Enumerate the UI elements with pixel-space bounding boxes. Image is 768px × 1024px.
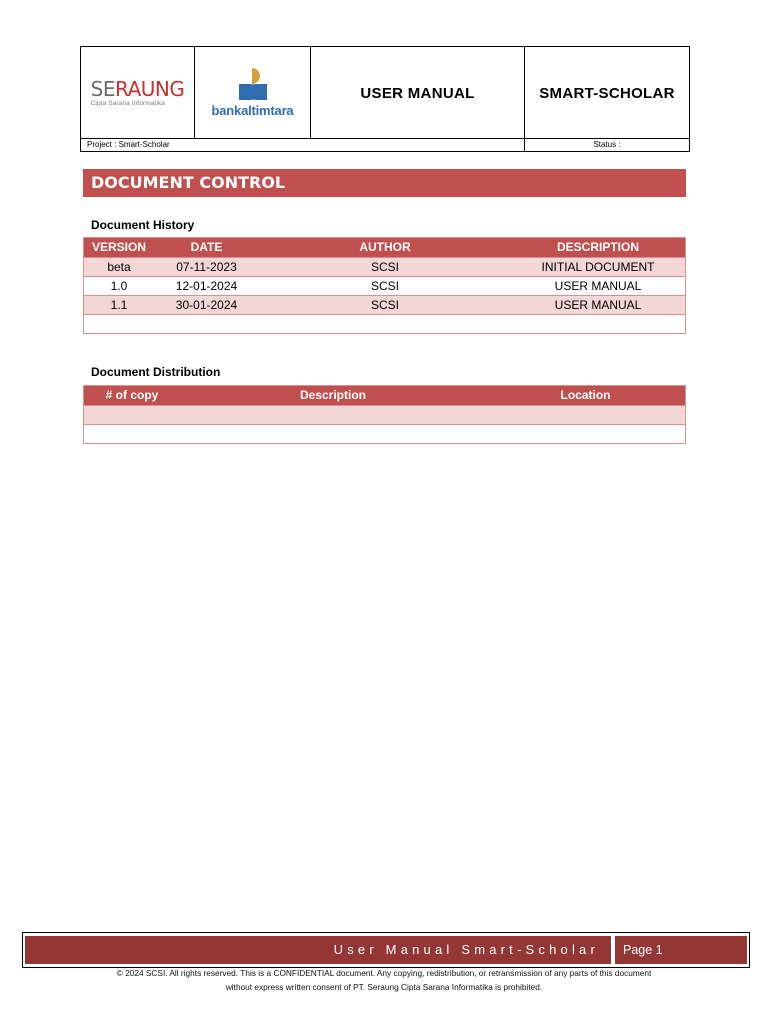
cell-location [486, 425, 685, 443]
project-title: SMART-SCHOLAR [539, 84, 675, 102]
cell-date: 12-01-2024 [175, 279, 238, 293]
cell-version: beta [107, 260, 131, 274]
cell-description [180, 406, 486, 424]
footer-title-bar: User Manual Smart-Scholar [25, 936, 611, 964]
bankaltimtara-logo-mark-icon [236, 68, 270, 100]
table-row-empty [84, 424, 685, 443]
doc-title: USER MANUAL [311, 47, 525, 139]
cell-author: SCSI [370, 260, 399, 274]
bank-logo-name: bankaltimtara [211, 103, 294, 118]
cell-description [511, 315, 685, 333]
bankaltimtara-logo [212, 68, 294, 118]
column-header-location: Location [560, 388, 611, 402]
cell-description [180, 425, 486, 443]
table-header-row [84, 238, 685, 257]
cell-author [259, 315, 511, 333]
cell-copy [84, 425, 180, 443]
column-header-copy: # of copy [105, 388, 159, 402]
page-footer [22, 932, 750, 968]
copyright-notice [0, 966, 768, 994]
cell-description: INITIAL DOCUMENT [541, 260, 655, 274]
column-header-description: DESCRIPTION [556, 240, 639, 254]
table-row-empty [84, 314, 685, 333]
distribution-heading: Document Distribution [91, 365, 221, 379]
project-label: Project : Smart-Scholar [81, 139, 525, 151]
seraung-logo-subtitle: Cipta Sarana Informatika [90, 100, 165, 107]
seraung-logo-cell [81, 47, 195, 139]
copyright-line-1: © 2024 SCSI. All rights reserved. This is a CONFIDENTIAL document. Any copying, redistribution, or retransmission of any parts of this document [116, 968, 652, 978]
table-row [84, 295, 685, 314]
column-header-date: DATE [190, 240, 223, 254]
column-header-author: AUTHOR [359, 240, 411, 254]
table-row [84, 276, 685, 295]
history-table [83, 237, 686, 334]
header-top-row [81, 47, 689, 139]
copyright-line-2: without express written consent of PT. Seraung Cipta Sarana Informatika is prohibited. [225, 982, 543, 992]
cell-version: 1.1 [110, 298, 128, 312]
cell-copy [84, 406, 180, 424]
table-row-empty [84, 405, 685, 424]
cell-location [486, 406, 685, 424]
cell-description: USER MANUAL [554, 279, 642, 293]
bank-logo-cell [195, 47, 311, 139]
cell-version: 1.0 [110, 279, 128, 293]
page-number: Page 1 [615, 936, 747, 964]
seraung-logo-word: SERAUNG [90, 77, 185, 101]
header-bottom-row [81, 139, 689, 151]
document-header [80, 46, 690, 152]
cell-author: SCSI [370, 298, 399, 312]
cell-version [84, 315, 154, 333]
status-label: Status : [593, 140, 621, 149]
seraung-logo [91, 79, 185, 107]
column-header-version: VERSION [91, 240, 146, 254]
cell-author: SCSI [370, 279, 399, 293]
column-header-description: Description [299, 388, 366, 402]
cell-description: USER MANUAL [554, 298, 642, 312]
table-row [84, 257, 685, 276]
cell-date: 07-11-2023 [176, 260, 237, 274]
history-heading: Document History [91, 218, 195, 232]
cell-date: 30-01-2024 [175, 298, 238, 312]
section-banner-document-control: DOCUMENT CONTROL [83, 169, 686, 197]
cell-date [154, 315, 259, 333]
distribution-table [83, 385, 686, 444]
table-header-row [84, 386, 685, 405]
